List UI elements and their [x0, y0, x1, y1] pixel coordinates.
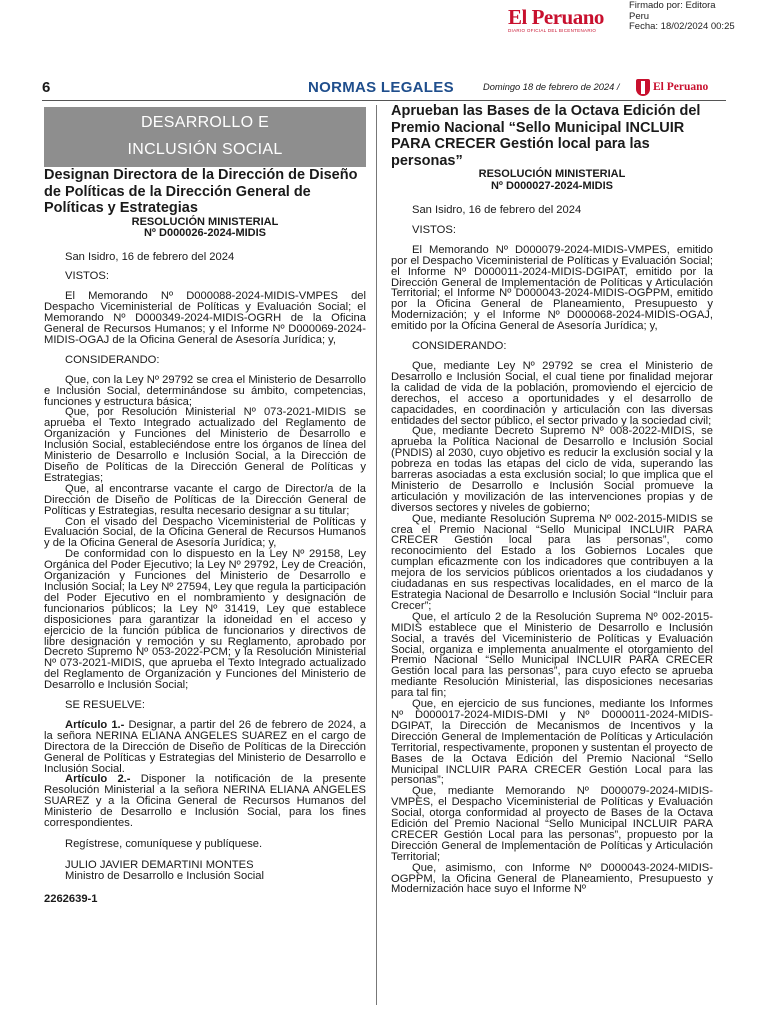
paragraph: De conformidad con lo dispuesto en la Ley Nº 29158, Ley Orgánica del Poder Ejecutivo; la Ley Nº 29792, Ley de Creación, Organización y Funciones del Ministerio de Desarrollo e Inclusión Social; la Ley Nº 27594, Ley que regula la participación del Poder Ejecutivo en el nombramiento y designación de funcionarios públicos; la Ley Nº 31419, Ley que establece disposiciones para garantizar la idoneidad en el acceso y ejercicio de la función pública de funcionarios y directivos de libre designación y remoción y su Reglamento, aprobado por Decreto Supremo Nº 053-2022-PCM; y la Resolución Ministerial Nº 073-2021-MIDIS, que aprueba el Texto Integrado actualizado del Reglamento de Organización y Funciones del Ministerio de Desarrollo e Inclusión Social; — [44, 548, 366, 692]
resolution-type: RESOLUCIÓN MINISTERIAL — [131, 215, 279, 228]
banner-line-2: INCLUSIÓN SOCIAL — [127, 141, 283, 158]
paragraph: Que, en ejercicio de sus funciones, mediante los Informes Nº D000017-2024-MIDIS-DMI y Nº D000011-2024-MIDIS-DGIPAT, la Dirección de Mecanismos de Incentivos y la Dirección General de Implementación de Políticas y Articulación Territorial, respectivamente, proponen y sustentan el proyecto de Bases de la Octava Edición del Premio Nacional “Sello Municipal INCLUIR PARA CRECER Gestión Local para las personas”; — [391, 698, 713, 787]
signature-text: Firmado por: Editora Peru Fecha: 18/02/2024 00:25 — [629, 0, 735, 32]
peru-shield-icon — [636, 79, 650, 96]
place-date: San Isidro, 16 de febrero del 2024 — [412, 204, 582, 216]
article-title: Designan Directora de la Dirección de Diseño de Políticas de la Dirección General de Políticas y Estrategias — [44, 167, 358, 216]
article-1-label: Artículo 1.- — [65, 718, 125, 731]
page-number: 6 — [42, 79, 51, 96]
paragraph: Que, mediante Decreto Supremo Nº 008-2022-MIDIS, se aprueba la Política Nacional de Desarrollo e Inclusión Social (PNDIS) al 2030, cuyo objetivo es reducir la exclusión social y la pobreza en todas las etapas del ciclo de vida, superando las barreras asociadas a esta exclusión social; lo que implica que el Ministerio de Desarrollo e Inclusión Social promueve la articulación y movilización de las intervenciones propias y de diversos sectores y niveles de gobierno; — [391, 425, 713, 514]
article-title: Aprueban las Bases de la Octava Edición del Premio Nacional “Sello Municipal INCLUIR PARA CRECER Gestión local para las personas” — [391, 103, 701, 169]
place-date: San Isidro, 16 de febrero del 2024 — [65, 250, 235, 263]
resolution-type: RESOLUCIÓN MINISTERIAL — [478, 168, 626, 180]
article-2 — [44, 774, 366, 829]
paragraph: Que, mediante Memorando Nº D000079-2024-MIDIS-VMPES, el Despacho Viceministerial de Políticas y Evaluación Social, otorga conformidad al proyecto de Bases de la Octava Edición del Premio Nacional “Sello Municipal INCLUIR PARA CRECER Gestión Local para las personas”, propuesto por la Dirección General de Implementación de Políticas y Articulación Territorial; — [391, 785, 713, 863]
reference-number: 2262639-1 — [44, 892, 98, 905]
vistos-heading: VISTOS: — [65, 270, 109, 283]
column-divider — [376, 105, 377, 1005]
se-resuelve-heading: SE RESUELVE: — [65, 699, 145, 712]
header-logo: El Peruano — [636, 78, 726, 98]
banner-line-1: DESARROLLO E — [140, 114, 270, 131]
paragraph: Que, mediante Resolución Suprema Nº 002-2015-MIDIS se crea el Premio Nacional “Sello Municipal INCLUIR PARA CRECER Gestión local para las personas”, como reconocimiento del Estado a los Gobiernos Locales que cumplan eficazmente con los indicadores que contribuyen a la mejora de los servicios públicos orientados a los ciudadanos y ciudadanas en sus respectivas localidades, en el marco de la Estrategia Nacional de Desarrollo e Inclusión Social “Incluir para Crecer”; — [391, 512, 713, 612]
vistos-paragraph: El Memorando Nº D000088-2024-MIDIS-VMPES del Despacho Viceministerial de Políticas y Evaluación Social; el Memorando Nº D000349-2024-MIDIS-OGRH de la Oficina General de Recursos Humanos; y el Informe Nº D000069-2024-MIDIS-OGAJ de la Oficina General de Asesoría Jurídica; y, — [44, 290, 366, 346]
article-2-text: Disponer la notificación de la presente Resolución Ministerial a la señora NERINA ELIANA ANGELES SUAREZ y a la Oficina General de Recursos Humanos del Ministerio de Desarrollo e Inclusión Social, para los fines correspondientes. — [44, 773, 366, 830]
digital-signature — [508, 0, 768, 46]
considerando-heading: CONSIDERANDO: — [412, 340, 507, 353]
paragraph: Que, al encontrarse vacante el cargo de Director/a de la Dirección de Diseño de Políticas de la Dirección General de Políticas y Estrategias, resulta necesario designar a su titular; — [44, 482, 366, 517]
vistos-heading: VISTOS: — [412, 223, 456, 236]
paragraph: Que, con la Ley Nº 29792 se crea el Ministerio de Desarrollo e Inclusión Social, determinándose su ámbito, competencias, funciones y estructura básica; — [44, 373, 366, 408]
sector-banner — [44, 107, 366, 167]
resolution-number: Nº D000027-2024-MIDIS — [490, 179, 614, 192]
article-2-label: Artículo 2.- — [65, 773, 131, 786]
paragraph: Que, mediante Ley Nº 29792 se crea el Ministerio de Desarrollo e Inclusión Social, el cual tiene por finalidad mejorar la calidad de vida de la población, promoviendo el ejercicio de derechos, el acceso a oportunidades y el desarrollo de capacidades, en coordinación y articulación con las diversas entidades del sector público, el sector privado y la sociedad civil; — [391, 359, 713, 427]
article-1-text: Designar, a partir del 26 de febrero de 2024, a la señora NERINA ELIANA ANGELES SUAREZ en el cargo de Directora de la Dirección de Diseño de Políticas de la Dirección General de Políticas y Estrategias del Ministerio de Desarrollo e Inclusión Social. — [44, 718, 366, 775]
el-peruano-logo: El Peruano DIARIO OFICIAL DEL BICENTENARIO — [508, 5, 604, 33]
paragraph: Que, por Resolución Ministerial Nº 073-2021-MIDIS se aprueba el Texto Integrado actualizado del Reglamento de Organización y Funciones del Ministerio de Desarrollo e Inclusión Social, estableciéndose entre los órganos de línea del Ministerio de Desarrollo e Inclusión Social, a la Dirección de Diseño de Políticas de la Dirección General de Políticas y Estrategias; — [44, 406, 366, 484]
paragraph: Que, el artículo 2 de la Resolución Suprema Nº 002-2015-MIDIS establece que el Ministerio de Desarrollo e Inclusión Social, a través del Viceministerio de Políticas y Evaluación Social, organiza e implementa anualmente el otorgamiento del Premio Nacional “Sello Municipal INCLUIR PARA CRECER Gestión local para las personas”, para cuyo efecto se aprueba mediante Resolución Ministerial, las disposiciones necesarias para tal fin; — [391, 610, 713, 700]
vistos-paragraph: El Memorando Nº D000079-2024-MIDIS-VMPES, emitido por el Despacho Viceministerial de Políticas y Evaluación Social; el Informe Nº D000011-2024-MIDIS-DGIPAT, emitido por la Dirección General de Implementación de Políticas y Articulación Territorial; el Informe Nº D000043-2024-MIDIS-OGPPM, emitido por la Oficina General de Planeamiento, Presupuesto y Modernización; y el Informe Nº D000068-2024-MIDIS-OGAJ, emitido por la Oficina General de Asesoría Jurídica; y, — [391, 243, 713, 333]
resolution-number: Nº D000026-2024-MIDIS — [143, 227, 267, 239]
signer-name: JULIO JAVIER DEMARTINI MONTES — [65, 858, 254, 871]
paragraph: Con el visado del Despacho Viceministerial de Políticas y Evaluación Social, de la Oficina General de Recursos Humanos y de la Oficina General de Asesoría Jurídica; y, — [44, 515, 366, 550]
section-title: NORMAS LEGALES — [308, 79, 454, 96]
considerando-heading: CONSIDERANDO: — [65, 353, 160, 366]
page-header — [42, 78, 726, 101]
right-column — [391, 103, 713, 895]
left-column — [44, 167, 366, 905]
header-date: Domingo 18 de febrero de 2024 / — [483, 82, 620, 92]
signer-title: Ministro de Desarrollo e Inclusión Social — [65, 869, 264, 882]
article-1 — [44, 720, 366, 775]
paragraph: Que, asimismo, con Informe Nº D000043-2024-MIDIS-OGPPM, la Oficina General de Planeamiento, Presupuesto y Modernización hace suyo el Informe Nº — [391, 861, 713, 896]
closing-formula: Regístrese, comuníquese y publíquese. — [65, 838, 263, 850]
